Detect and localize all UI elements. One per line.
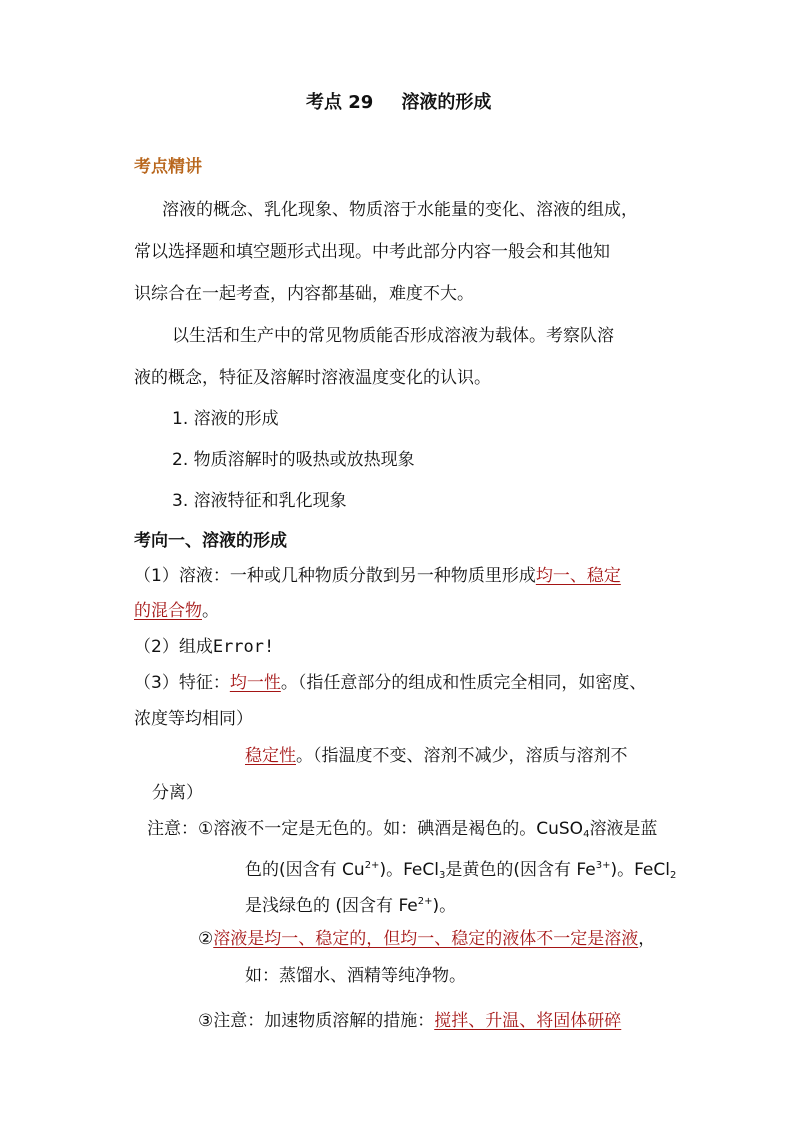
item-1-line — [134, 565, 621, 587]
key-phrase: 溶液是均一、稳定的，但均一、稳定的液体不一定是溶液 — [213, 929, 639, 949]
subscript: 2 — [670, 870, 677, 881]
item-3-line: 分离） — [152, 783, 203, 803]
note-text: 注意：①溶液不一定是无色的。如：碘酒是褐色的。CuSO — [147, 819, 584, 839]
punctuation: ， — [638, 929, 656, 949]
note-marker: ② — [198, 929, 214, 949]
subscript: 3 — [438, 870, 446, 881]
section-label: 考点精讲 — [134, 157, 202, 177]
item-2-text: （2）组成 — [134, 637, 213, 657]
punctuation: 。 — [202, 601, 219, 621]
list-item: 1. 溶液的形成 — [172, 409, 279, 429]
list-item: 2. 物质溶解时的吸热或放热现象 — [172, 450, 415, 470]
note-line: 如：蒸馏水、酒精等纯净物。 — [245, 966, 466, 986]
item-3-text: （3）特征： — [134, 673, 230, 693]
superscript: 2+ — [364, 860, 380, 871]
note-line — [147, 818, 657, 846]
title-number: 考点 29 — [306, 92, 374, 113]
title-topic: 溶液的形成 — [401, 92, 492, 113]
note-text: ③注意：加速物质溶解的措施： — [198, 1011, 435, 1031]
note-line — [245, 891, 456, 917]
list-item: 3. 溶液特征和乳化现象 — [172, 491, 347, 511]
note-line — [198, 1010, 621, 1032]
key-phrase: 均一性 — [229, 673, 281, 693]
item-3-line — [134, 672, 646, 694]
item-1-line — [134, 600, 219, 622]
note-text: 溶液是蓝 — [589, 819, 658, 839]
intro-line: 液的概念，特征及溶解时溶液温度变化的认识。 — [134, 368, 491, 388]
item-3-line — [245, 745, 628, 767]
item-1-text: （1）溶液：一种或几种物质分散到另一种物质里形成 — [134, 566, 536, 586]
item-3-text: 。（指温度不变、溶剂不减少，溶质与溶剂不 — [296, 746, 628, 766]
error-text: Error! — [212, 637, 275, 657]
note-text: )。 — [432, 896, 457, 916]
note-text: )。FeCl — [379, 860, 439, 880]
key-phrase: 的混合物 — [134, 601, 202, 621]
superscript: 3+ — [595, 860, 611, 871]
page-title — [306, 92, 491, 114]
key-phrase: 均一、稳定 — [535, 566, 621, 586]
key-phrase: 搅拌、升温、将固体研碎 — [434, 1011, 622, 1031]
subscript: 4 — [583, 829, 590, 840]
heading-direction-1: 考向一、溶液的形成 — [134, 531, 287, 551]
note-text: 色的(因含有 Cu — [245, 860, 365, 880]
item-3-line: 浓度等均相同） — [134, 709, 253, 729]
item-3-text: 。（指任意部分的组成和性质完全相同，如密度、 — [280, 673, 647, 693]
item-2-line — [134, 636, 274, 658]
intro-line: 以生活和生产中的常见物质能否形成溶液为载体。考察队溶 — [172, 326, 614, 346]
intro-line: 溶液的概念、乳化现象、物质溶于水能量的变化、溶液的组成， — [162, 200, 638, 220]
intro-line: 识综合在一起考查，内容都基础，难度不大。 — [134, 284, 474, 304]
note-text: 是黄色的(因含有 Fe — [445, 860, 596, 880]
note-line — [198, 928, 655, 950]
note-text: 是浅绿色的 (因含有 Fe — [245, 896, 418, 916]
key-phrase: 稳定性 — [245, 746, 296, 766]
note-line — [245, 855, 676, 887]
note-text: )。FeCl — [610, 860, 670, 880]
intro-line: 常以选择题和填空题形式出现。中考此部分内容一般会和其他知 — [134, 242, 610, 262]
superscript: 2+ — [417, 896, 433, 907]
